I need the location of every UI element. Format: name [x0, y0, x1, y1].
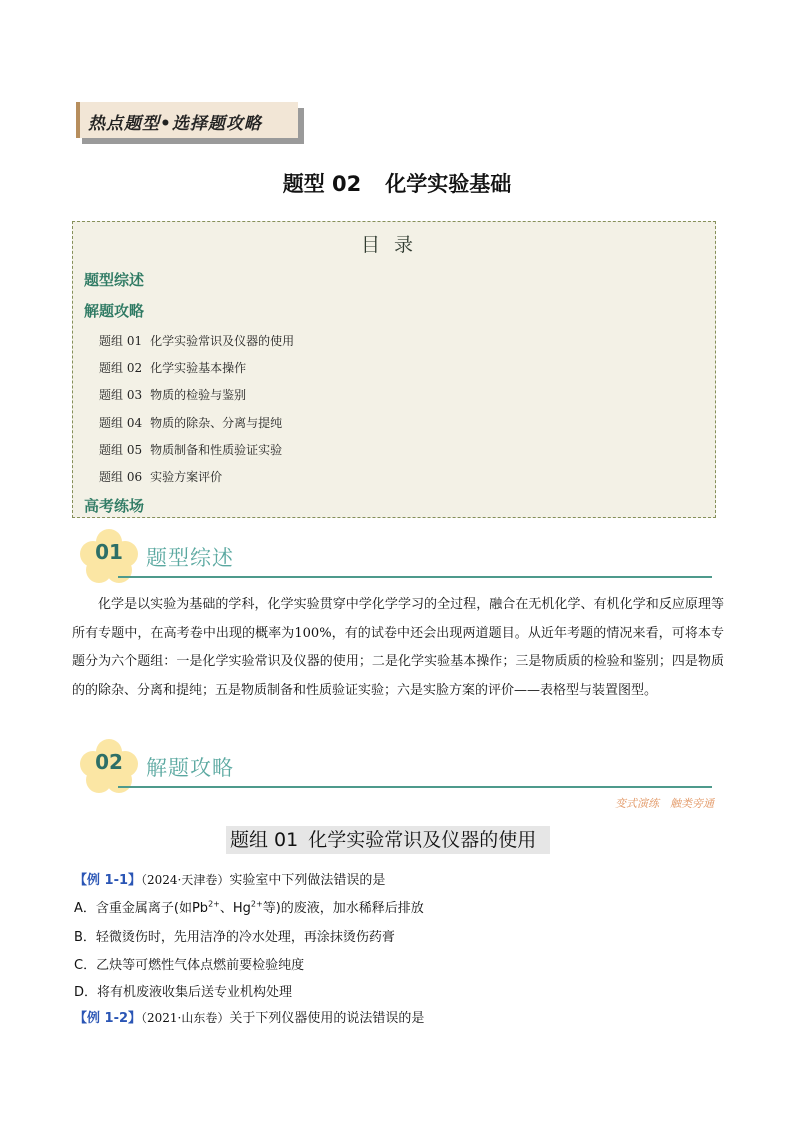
- page-title: [0, 168, 794, 198]
- toc-item[interactable]: 题组 06 实验方案评价: [99, 470, 223, 484]
- section-divider: [118, 786, 712, 788]
- toc-section-strategy[interactable]: 解题攻略: [84, 302, 145, 320]
- section-header-strategy: [76, 738, 716, 794]
- section-title: 题型综述: [146, 546, 234, 570]
- example-question: [74, 1007, 424, 1026]
- example-source: （2021·山东卷）: [141, 1011, 230, 1025]
- section-number: 02: [95, 750, 123, 774]
- option-a: A．含重金属离子(如$Pb^{2+}$、$Hg^{2+}$等)的废液，加水稀释后排放: [74, 899, 424, 916]
- example-text: 实验室中下列做法错误的是: [229, 873, 386, 888]
- toc-section-overview[interactable]: 题型综述: [84, 271, 145, 289]
- option-c: C．乙炔等可燃性气体点燃前要检验纯度: [74, 958, 305, 973]
- toc-item[interactable]: 题组 04 物质的除杂、分离与提纯: [99, 416, 283, 430]
- toc-item[interactable]: 题组 02 化学实验基本操作: [99, 361, 247, 375]
- title-name: 化学实验基础: [385, 172, 512, 196]
- tagline: 变式演练 触类旁通: [615, 797, 714, 810]
- overview-paragraph: 化学是以实验为基础的学科，化学实验贯穿中学化学学习的全过程，融合在无机化学、有机化学和反应原理等所有专题中，在高考卷中出现的概率为100%，有的试卷中还会出现两道题目。从近年考题的情况来看，可将本专题分为六个题组：一是化学实验常识及仪器的使用；二是化学实验基本操作；三是物质质的检验和鉴别；四是物质的的除杂、分离和提纯；五是物质制备和性质验证实验；六是实脸方案的评价——表格型与装置图型。: [72, 597, 724, 698]
- section-number: 01: [95, 540, 123, 564]
- toc-item[interactable]: 题组 05 物质制备和性质验证实验: [99, 443, 283, 457]
- example-tag: 【例 1-1】: [74, 873, 142, 888]
- example-tag: 【例 1-2】: [74, 1011, 142, 1026]
- toc-item[interactable]: 题组 01 化学实验常识及仪器的使用: [99, 334, 295, 348]
- section-title: 解题攻略: [146, 756, 234, 780]
- section-header-overview: [76, 528, 716, 584]
- toc-section-practice[interactable]: 高考练场: [84, 497, 145, 515]
- toc-heading: 目录: [360, 234, 427, 256]
- toc-item[interactable]: 题组 03 物质的检验与鉴别: [99, 388, 247, 402]
- banner-text: 热点题型•选择题攻略: [88, 114, 262, 134]
- section-divider: [118, 576, 712, 578]
- option-d: D．将有机废液收集后送专业机构处理: [74, 985, 293, 1000]
- banner-box: [76, 102, 298, 138]
- example-text: 关于下列仪器使用的说法错误的是: [229, 1011, 425, 1026]
- table-of-contents: [72, 221, 716, 518]
- example-source: （2024·天津卷）: [141, 873, 230, 887]
- option-b: B．轻微烫伤时，先用洁净的冷水处理，再涂抹烫伤药膏: [74, 930, 395, 945]
- category-banner: [76, 102, 304, 142]
- example-question: [74, 869, 385, 888]
- title-prefix: 题型 02: [282, 172, 362, 196]
- group-title: 题组 01 化学实验常识及仪器的使用: [226, 826, 550, 854]
